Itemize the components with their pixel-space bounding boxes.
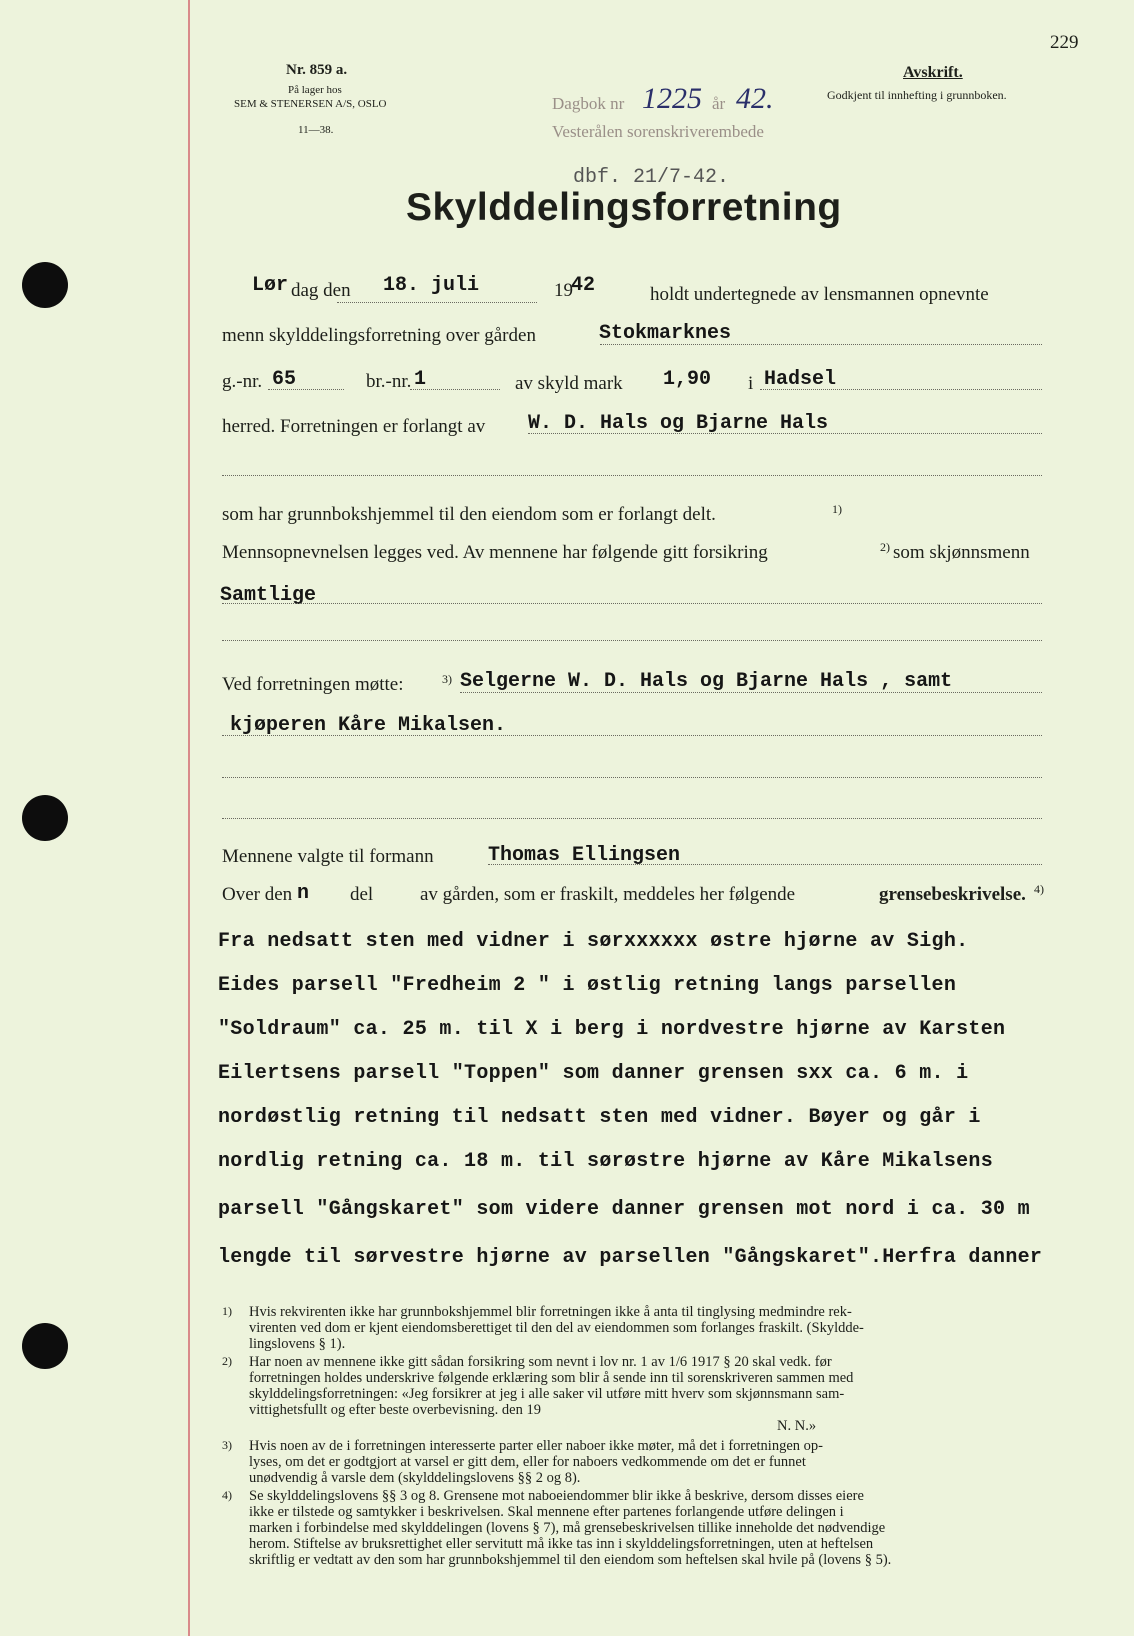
boundary-line: parsell "Gångskaret" som videre danner grensen mot nord i ca. 30 m — [218, 1198, 1030, 1221]
footnote-line: Har noen av mennene ikke gitt sådan forsikring som nevnt i lov nr. 1 av 1/6 1917 § 20 skal vedk. før — [249, 1354, 832, 1370]
fill-line — [268, 389, 344, 390]
skjonn-text: som skjønnsmenn — [893, 542, 1030, 563]
motte-label: Ved forretningen møtte: — [222, 674, 404, 695]
year-value: 42 — [571, 274, 596, 297]
fill-line — [410, 389, 500, 390]
footnote-line: herom. Stiftelse av bruksrettighet eller servitutt må ikke tas inn i skylddelingsforretningen, uten at heftelsen — [249, 1536, 874, 1552]
skyld-label: av skyld mark — [515, 373, 623, 394]
fill-line — [528, 433, 1042, 434]
municipality: Hadsel — [764, 368, 837, 391]
boundary-line: nordøstlig retning til nedsatt sten med vidner. Bøyer og går i — [218, 1106, 981, 1129]
footnote-mark: 3) — [222, 1438, 232, 1452]
grense-label: grensebeskrivelse. — [879, 884, 1026, 905]
requested-by: W. D. Hals og Bjarne Hals — [528, 412, 829, 435]
bnr-label: br.-nr. — [366, 371, 412, 392]
holdt-text: holdt undertegnede av lensmannen opnevnte — [650, 284, 989, 305]
footnote-line: Hvis noen av de i forretningen interesserte parter eller naboer ikke møter, må det i forretningen op- — [249, 1438, 823, 1454]
page-title: Skylddelingsforretning — [406, 186, 842, 229]
weekday: Lør — [252, 274, 289, 297]
farm-name: Stokmarknes — [599, 322, 732, 345]
fill-line — [222, 640, 1042, 641]
footnote-ref-1: 1) — [832, 502, 842, 516]
boundary-line: Fra nedsatt sten med vidner i sørxxxxxx østre hjørne av Sigh. — [218, 930, 969, 953]
stamp-prefix: Dagbok nr — [552, 94, 625, 113]
fill-line — [222, 777, 1042, 778]
publisher-line2: SEM & STENERSEN A/S, OSLO — [234, 98, 387, 110]
gnr-label: g.-nr. — [222, 371, 263, 392]
footnote-line: unødvendig å varsle dem (skylddelingslovens §§ 2 og 8). — [249, 1470, 581, 1486]
fill-line — [222, 818, 1042, 819]
grunnbok-text: som har grunnbokshjemmel til den eiendom som er forlangt delt. — [222, 504, 716, 525]
fill-line — [222, 735, 1042, 736]
boundary-line: nordlig retning ca. 18 m. til sørøstre hjørne av Kåre Mikalsens — [218, 1150, 994, 1173]
punch-hole — [22, 262, 68, 308]
stamp-mid: år — [712, 94, 726, 113]
footnote-mark: 4) — [222, 1488, 232, 1502]
margin-rule — [188, 0, 190, 1636]
fill-line — [600, 344, 1042, 345]
footnote-line: vittighetsfullt og efter beste overbevisning. den 19 — [249, 1402, 541, 1418]
fill-line — [760, 389, 1042, 390]
formann-name: Thomas Ellingsen — [488, 844, 681, 867]
year-prefix: 19 — [554, 280, 573, 301]
herred-text: herred. Forretningen er forlangt av — [222, 416, 486, 437]
punch-hole — [22, 1323, 68, 1369]
form-number: Nr. 859 a. — [286, 62, 348, 78]
footnote-line: virenten ved dom er kjent eiendomsberettiget til den del av eiendommen som forlanges fraskilt. (Skyldde- — [249, 1320, 864, 1336]
samtlige: Samtlige — [220, 584, 317, 607]
fill-line — [337, 302, 537, 303]
mennsopnevnelse-text: Mennsopnevnelsen legges ved. Av mennene har følgende gitt forsikring — [222, 542, 768, 563]
footnote-line: forretningen holdes underskrive følgende erklæring som blir å sende inn til sorenskriveren sammen med — [249, 1370, 854, 1386]
boundary-line: "Soldraum" ca. 25 m. til X i berg i nordvestre hjørne av Karsten — [218, 1018, 1006, 1041]
fill-line — [222, 603, 1042, 604]
over-den-label: Over den — [222, 884, 293, 905]
footnote-line: skylddelingsforretningen: «Jeg forsikrer at jeg i alle saker vil utføre mitt hverv som skjønnsmann sam- — [249, 1386, 845, 1402]
motte-line2: kjøperen Kåre Mikalsen. — [230, 714, 507, 737]
over-den-fill: n — [297, 882, 310, 905]
skyld-value: 1,90 — [663, 368, 712, 391]
boundary-line: lengde til sørvestre hjørne av parsellen "Gångskaret".Herfra danner — [218, 1246, 1043, 1269]
publisher-line1: På lager hos — [288, 84, 342, 96]
fill-line — [222, 475, 1042, 476]
date-value: 18. juli — [383, 274, 480, 297]
punch-hole — [22, 795, 68, 841]
footnote-line: ikke er tilstede og samtykker i beskrivelsen. Skal mennene efter partenes forlangende utføre delingen i — [249, 1504, 844, 1520]
form-date: 11—38. — [298, 124, 334, 136]
footnote-mark: 1) — [222, 1304, 232, 1318]
garden-text: av gården, som er fraskilt, meddeles her følgende — [420, 884, 796, 905]
stamp-year: 42. — [736, 82, 774, 115]
page-number: 229 — [1050, 32, 1079, 53]
bnr-value: 1 — [414, 368, 427, 391]
footnote-line: lingslovens § 1). — [249, 1336, 346, 1352]
boundary-line: Eides parsell "Fredheim 2 " i østlig retning langs parsellen — [218, 974, 957, 997]
approval-text: Godkjent til innhefting i grunnboken. — [827, 88, 1007, 102]
dbf-note: dbf. 21/7-42. — [573, 166, 730, 189]
footnote-line: marken i forbindelse med skylddelingen (lovens § 7), må grensebeskrivelsen tillike inneholde det nødvendige — [249, 1520, 886, 1536]
footnote-line: skriftlig er vedtatt av den som har grunnbokshjemmel til den eiendom som heftelsen skal hvile på (lovens § 5). — [249, 1552, 892, 1568]
fill-line — [460, 692, 1042, 693]
del-label: del — [350, 884, 374, 905]
copy-label: Avskrift. — [903, 64, 963, 81]
footnote-signature: N. N.» — [777, 1418, 817, 1434]
dag-den-label: dag den — [291, 280, 351, 301]
formann-label: Mennene valgte til formann — [222, 846, 434, 867]
footnote-ref-3: 3) — [442, 672, 452, 686]
footnote-line: Se skylddelingslovens §§ 3 og 8. Grensene mot naboeiendommer blir ikke å beskrive, dersom disses eiere — [249, 1488, 864, 1504]
motte-line1: Selgerne W. D. Hals og Bjarne Hals , samt — [460, 670, 953, 693]
footnote-line: Hvis rekvirenten ikke har grunnbokshjemmel blir forretningen ikke å anta til tinglysing medmindre rek- — [249, 1304, 852, 1320]
stamp-number: 1225 — [642, 82, 702, 115]
footnote-line: lyses, om det er godtgjort at varsel er gitt dem, eller for naboers vedkommende om det er funnet — [249, 1454, 806, 1470]
stamp-office: Vesterålen sorenskriverembede — [552, 122, 764, 141]
footnote-ref-2: 2) — [880, 540, 890, 554]
i-label: i — [748, 373, 754, 394]
fill-line — [488, 864, 1042, 865]
footnote-mark: 2) — [222, 1354, 232, 1368]
gnr-value: 65 — [272, 368, 297, 391]
boundary-line: Eilertsens parsell "Toppen" som danner grensen sxx ca. 6 m. i — [218, 1062, 969, 1085]
menn-text: menn skylddelingsforretning over gården — [222, 325, 536, 346]
footnote-ref-4: 4) — [1034, 882, 1044, 896]
